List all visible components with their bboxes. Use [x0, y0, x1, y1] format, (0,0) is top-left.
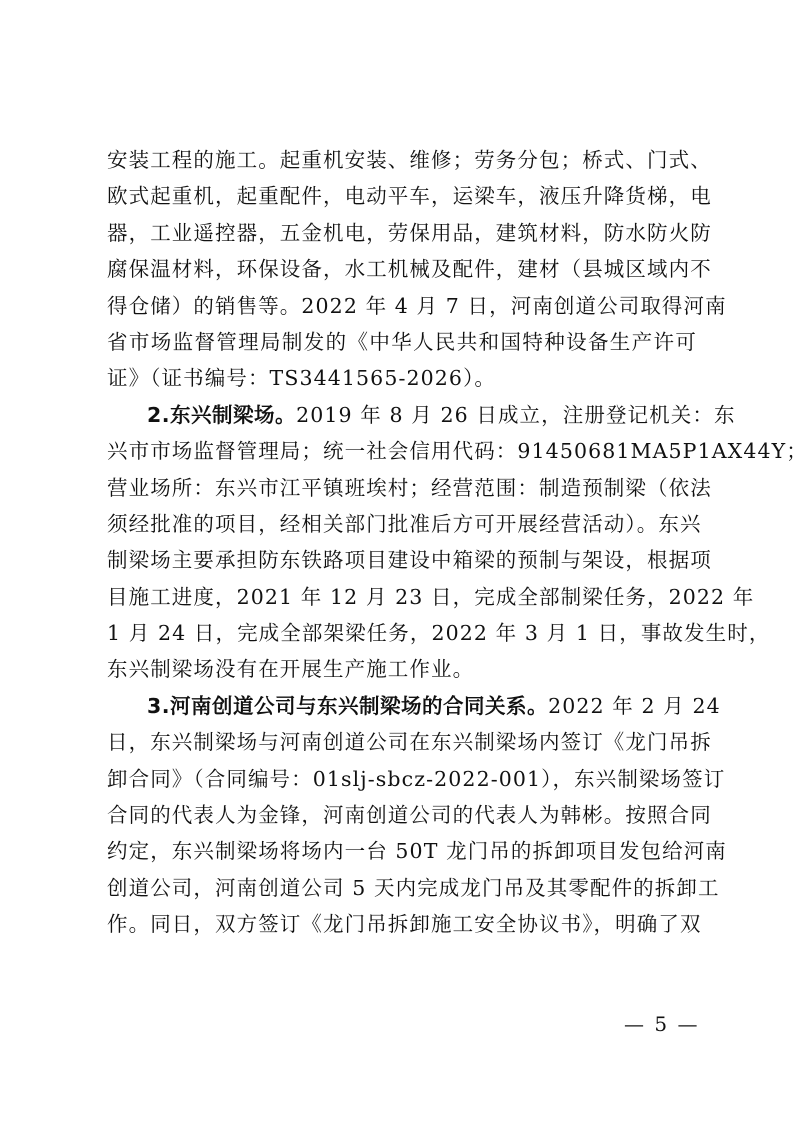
section-3-heading: 3.河南创道公司与东兴制梁场的合同关系。 — [147, 693, 549, 718]
text-line: 兴市市场监督管理局；统一社会信用代码：91450681MA5P1AX44Y； — [107, 439, 808, 464]
section-3-first-text: 2022 年 2 月 24 — [548, 693, 721, 718]
section-3-first-line — [107, 688, 721, 724]
page-number: — 5 — — [624, 1012, 700, 1036]
text-line: 目施工进度，2021 年 12 月 23 日，完成全部制梁任务，2022 年 — [107, 584, 755, 609]
text-line: 卸合同》（合同编号：01slj-sbcz-2022-001），东兴制梁场签订 — [107, 766, 726, 791]
section-2-heading: 2.东兴制梁场。 — [147, 402, 297, 427]
text-line: 得仓储）的销售等。2022 年 4 月 7 日，河南创道公司取得河南 — [107, 293, 727, 318]
text-line: 营业场所：东兴市江平镇班埃村；经营范围：制造预制梁（依法 — [107, 475, 712, 500]
text-line: 合同的代表人为金锋，河南创道公司的代表人为韩彬。按照合同 — [107, 803, 712, 828]
text-line: 日，东兴制梁场与河南创道公司在东兴制梁场内签订《龙门吊拆 — [107, 730, 712, 755]
text-line: 1 月 24 日，完成全部架梁任务，2022 年 3 月 1 日，事故发生时， — [107, 621, 771, 646]
text-line: 省市场监督管理局制发的《中华人民共和国特种设备生产许可 — [107, 329, 697, 354]
section-2-first-line — [107, 397, 736, 433]
text-line: 须经批准的项目，经相关部门批准后方可开展经营活动）。东兴 — [107, 511, 702, 536]
text-line: 器，工业遥控器，五金机电，劳保用品，建筑材料，防水防火防 — [107, 220, 712, 245]
text-line: 欧式起重机，起重配件，电动平车，运梁车，液压升降货梯，电 — [107, 184, 712, 209]
text-line: 制梁场主要承担防东铁路项目建设中箱梁的预制与架设，根据项 — [107, 548, 712, 573]
text-line: 安装工程的施工。起重机安装、维修；劳务分包；桥式、门式、 — [107, 148, 712, 172]
text-line: 创道公司，河南创道公司 5 天内完成龙门吊及其零配件的拆卸工 — [107, 875, 720, 900]
text-line: 腐保温材料，环保设备，水工机械及配件，建材（县城区域内不 — [107, 257, 712, 282]
text-line: 约定，东兴制梁场将场内一台 50T 龙门吊的拆卸项目发包给河南 — [107, 839, 727, 864]
text-line: 证》（证书编号：TS3441565-2026）。 — [107, 366, 497, 391]
section-2-first-text: 2019 年 8 月 26 日成立，注册登记机关：东 — [296, 402, 736, 427]
text-line: 作。同日，双方签订《龙门吊拆卸施工安全协议书》，明确了双 — [107, 912, 702, 937]
text-line: 东兴制梁场没有在开展生产施工作业。 — [107, 657, 475, 682]
document-body — [107, 142, 808, 943]
